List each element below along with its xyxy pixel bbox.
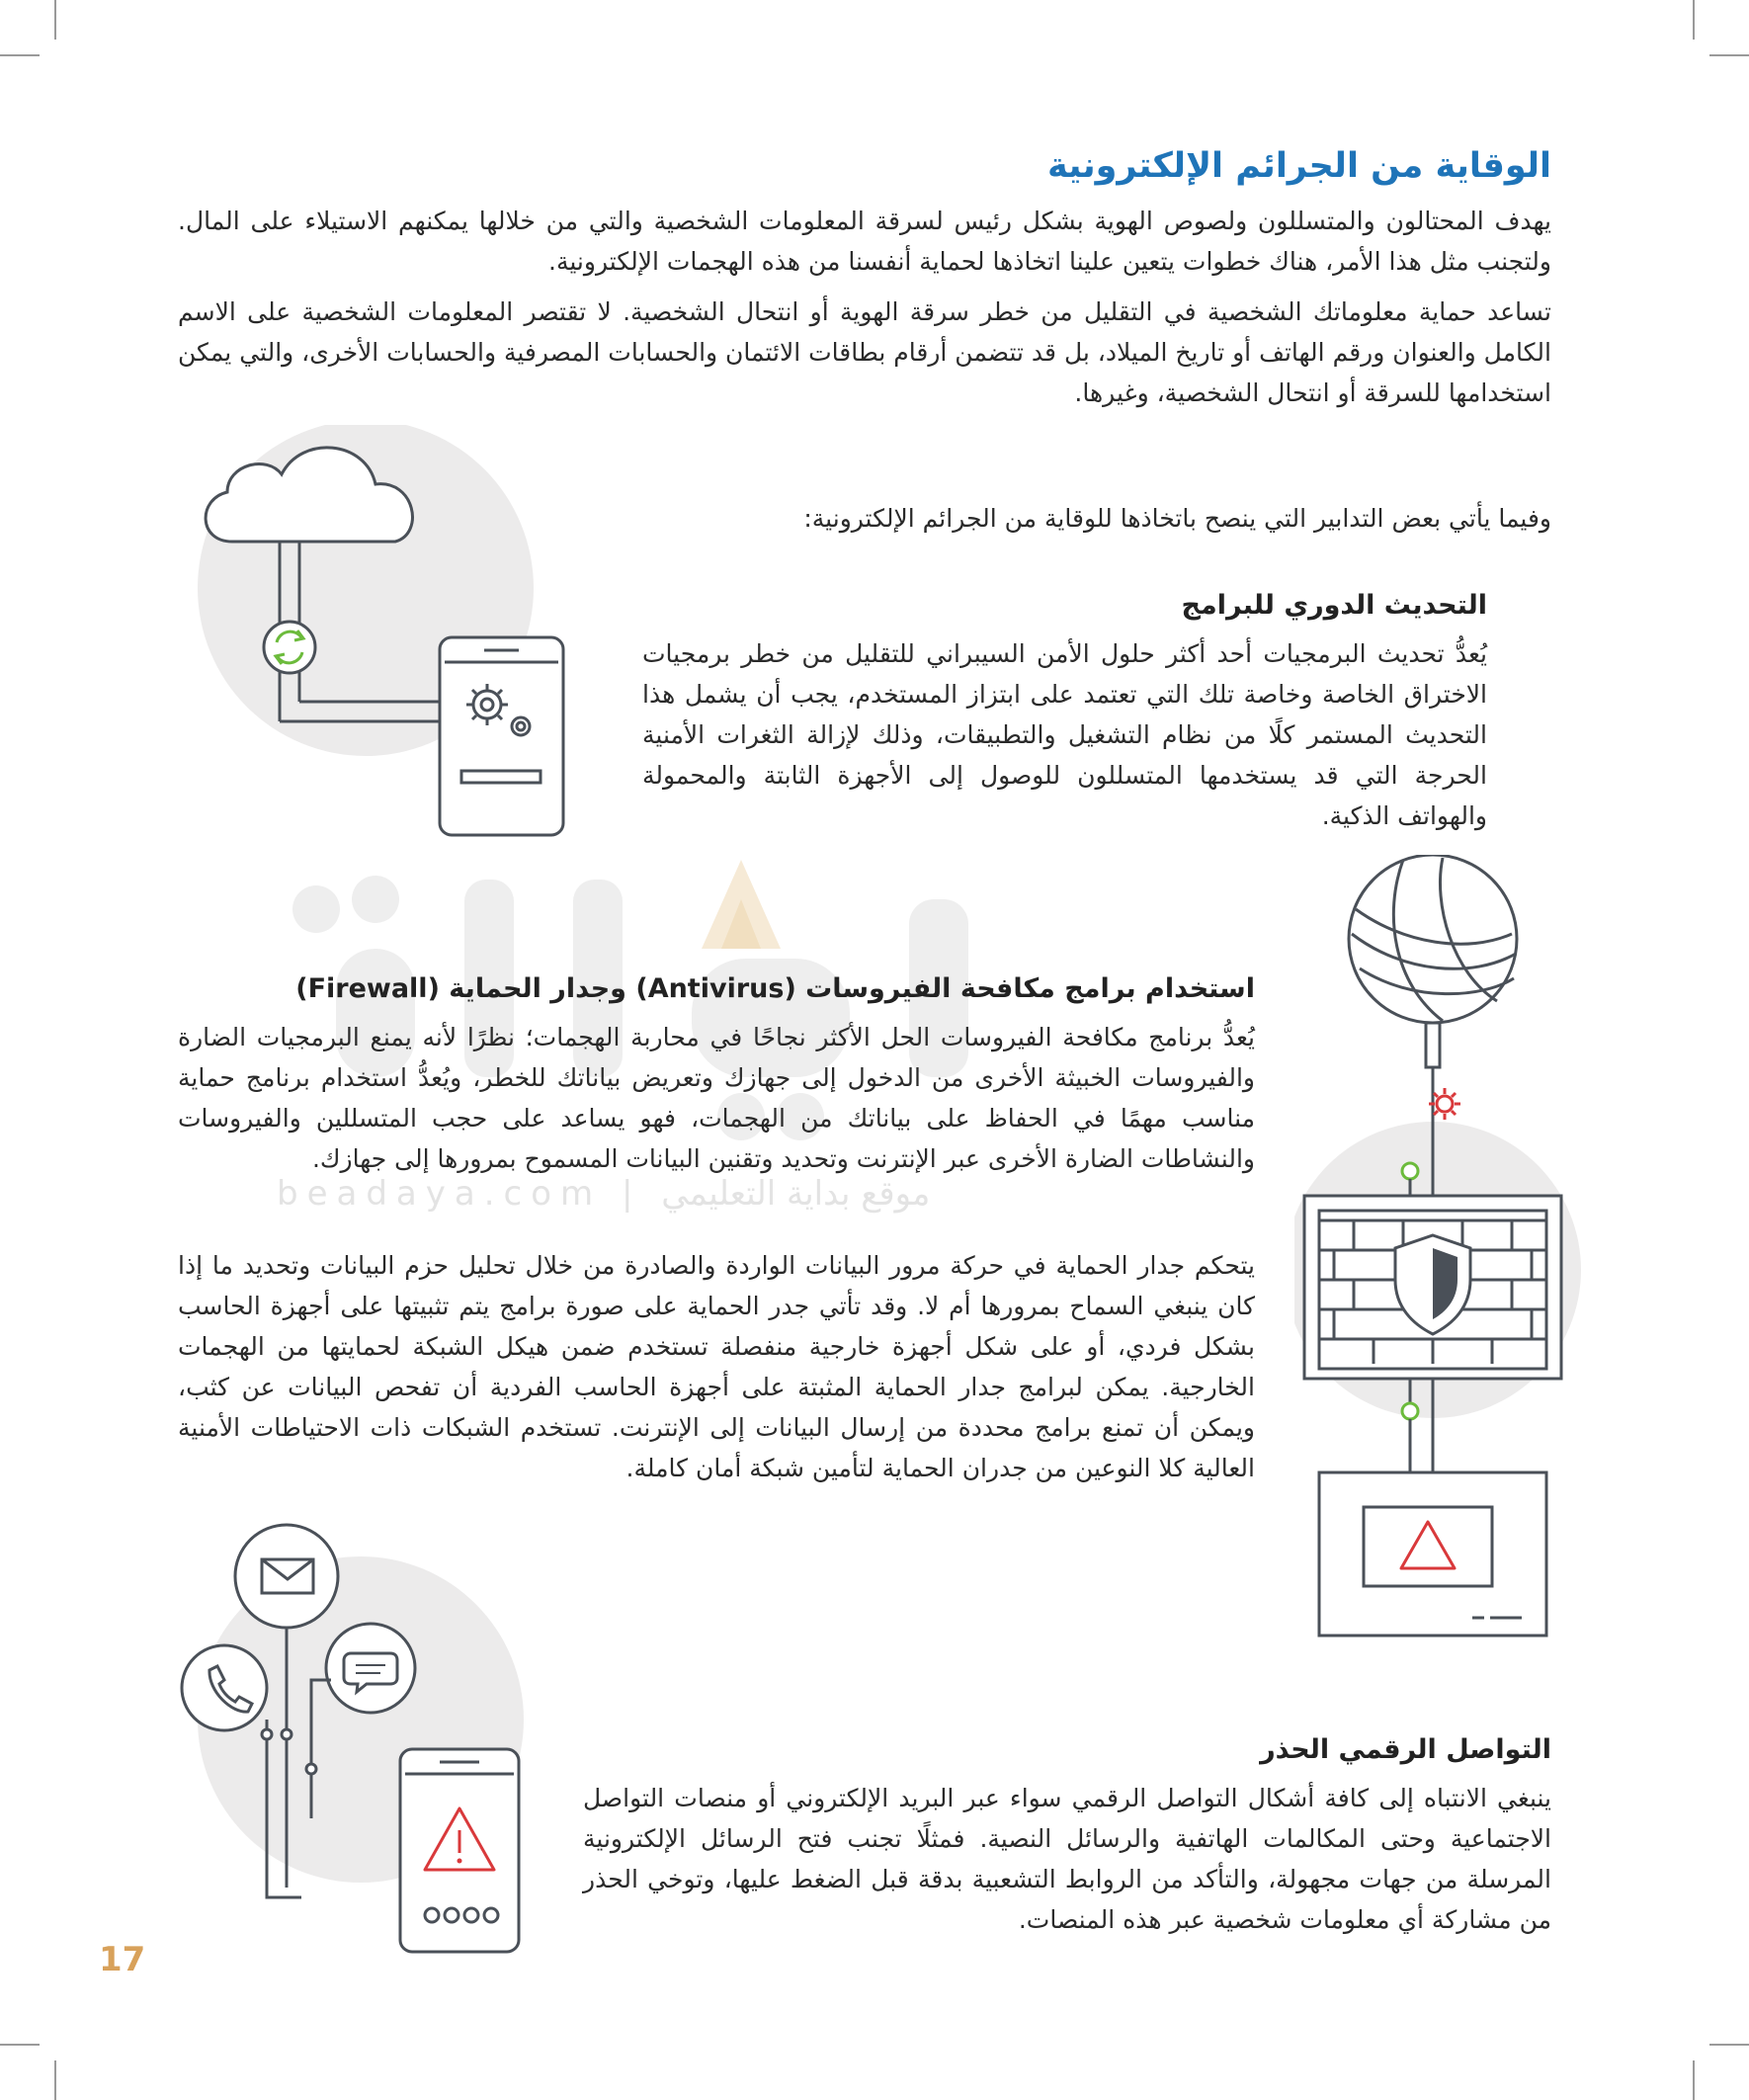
crop-mark [54, 2060, 56, 2100]
page-title: الوقاية من الجرائم الإلكترونية [1047, 146, 1551, 186]
crop-mark [1709, 2044, 1749, 2046]
crop-mark [1693, 0, 1695, 40]
firewall-illustration [1294, 855, 1591, 1655]
section-body-antivirus-2: يتحكم جدار الحماية في حركة مرور البيانات الواردة والصادرة من خلال تحليل حزم البيانات وتحديد ما إذا كان ينبغي السماح بمرورها أم لا. وقد تأتي جدر الحماية على صورة برامج يتم تثبيتها على أجهزة الحاسب بشكل فردي، أو على شكل أجهزة خارجية منفصلة تستخدم ضمن هيكل الشبكة لحمايتها من الهجمات الخارجية. يمكن لبرامج جدار الحماية المثبتة على أجهزة الحاسب الفردية أن تفحص البيانات عن كثب، ويمكن أن تمنع برامج محددة من إرسال البيانات إلى الإنترنت. تستخدم الشبكات ذات الاحتياطات الأمنية العالية كلا النوعين من جدران الحماية لتأمين شبكة أمان كاملة. [178, 1251, 1255, 1482]
intro-paragraph-1: يهدف المحتالون والمتسللون ولصوص الهوية بشكل رئيس لسرقة المعلومات الشخصية والتي من خلالها يمكنهم الاستيلاء على المال. ولتجنب مثل هذا الأمر، هناك خطوات يتعين علينا اتخاذها لحماية أنفسنا من هذه الهجمات الإلكترونية. [178, 207, 1551, 276]
crop-mark [1709, 54, 1749, 56]
globe-icon [1349, 855, 1517, 1023]
section-body-updates: يُعدُّ تحديث البرمجيات أحد أكثر حلول الأمن السيبراني للتقليل من خطر برمجيات الاختراق الخاصة وخاصة تلك التي تعتمد على ابتزاز المستخدم، يجب أن يشمل هذا التحديث المستمر كلًا من نظام التشغيل والتطبيقات، وذلك لإزالة الثغرات الأمنية الحرجة التي قد يستخدمها المتسللون للوصول إلى الأجهزة الثابتة والمحمولة والهواتف الذكية. [642, 639, 1487, 830]
chat-icon [326, 1624, 415, 1713]
page-number: 17 [99, 1940, 146, 1979]
section-title-communication: التواصل الرقمي الحذر [1260, 1734, 1551, 1765]
envelope-icon [235, 1525, 338, 1628]
watermark-text: beadaya.com | موقع بداية التعليمي [277, 1174, 931, 1214]
intro-paragraph-2: تساعد حماية معلوماتك الشخصية في التقليل من خطر سرقة الهوية أو انتحال الشخصية. لا تقتصر المعلومات الشخصية على الاسم الكامل والعنوان ورقم الهاتف أو تاريخ الميلاد، بل قد تتضمن أرقام بطاقات الائتمان والحسابات المصرفية والحسابات الأخرى، والتي يمكن استخدامها للسرقة أو انتحال الشخصية، وغيرها. [178, 297, 1551, 407]
section-title-updates: التحديث الدوري للبرامج [1181, 590, 1487, 621]
section-title-antivirus: استخدام برامج مكافحة الفيروسات (Antivirus) وجدار الحماية (Firewall) [295, 973, 1255, 1004]
crop-mark [0, 54, 40, 56]
phone-call-icon [182, 1645, 267, 1730]
software-update-illustration [173, 425, 598, 850]
crop-mark [54, 0, 56, 40]
section-body-communication: ينبغي الانتباه إلى كافة أشكال التواصل الرقمي سواء عبر البريد الإلكتروني أو منصات التواصل الاجتماعية وحتى المكالمات الهاتفية والرسائل النصية. فمثلًا تجنب فتح الرسائل الإلكترونية المرسلة من جهات مجهولة، والتأكد من الروابط التشعبية بدقة قبل الضغط عليها، وتوخي الحذر من مشاركة أي معلومات شخصية عبر هذه المنصات. [583, 1784, 1551, 1934]
phone-icon [440, 637, 563, 835]
monitor-icon [1319, 1472, 1546, 1636]
crop-mark [0, 2044, 40, 2046]
crop-mark [1693, 2060, 1695, 2100]
digital-communication-illustration [173, 1522, 588, 1957]
sync-icon [264, 622, 315, 673]
measures-intro: وفيما يأتي بعض التدابير التي ينصح باتخاذها للوقاية من الجرائم الإلكترونية: [803, 504, 1551, 533]
section-body-antivirus-1: يُعدُّ برنامج مكافحة الفيروسات الحل الأكثر نجاحًا في محاربة الهجمات؛ نظرًا لأنه يمنع البرمجيات الضارة والفيروسات الخبيثة الأخرى من الدخول إلى جهازك وتعريض بياناتك للخطر، ويُعدُّ استخدام برنامج حماية مناسب مهمًا في الحفاظ على بياناتك من الهجمات، فهو يساعد على حجب المتسللين والفيروسات والنشاطات الضارة الأخرى عبر الإنترنت وتحديد وتقنين البيانات المسموح بمرورها إلى جهازك. [178, 1023, 1255, 1173]
